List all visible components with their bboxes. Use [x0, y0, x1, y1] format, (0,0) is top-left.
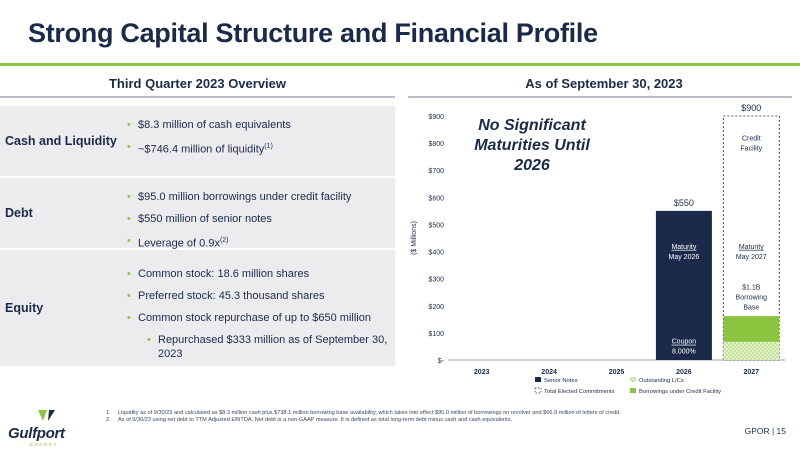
y-tick-label: $-	[437, 358, 444, 365]
overview-heading-rule	[0, 96, 395, 98]
bar-annotation: May 2026	[668, 253, 700, 261]
overview-bullet: • ~$746.4 million of liquidity$^{(1)}$	[127, 140, 389, 157]
overview-bullet: • Common stock repurchase of up to $650 million	[127, 311, 389, 325]
bar-annotation: Facility	[740, 145, 763, 153]
chart-heading-rule	[408, 96, 792, 98]
y-tick-label: $400	[428, 249, 444, 257]
y-tick-label: $500	[428, 222, 444, 230]
y-tick-label: $800	[428, 141, 444, 149]
bar-annotation: Credit	[741, 135, 761, 143]
bar-annotation: Borrowing	[735, 294, 768, 302]
y-tick-label: $100	[428, 330, 444, 338]
footnote: 2. As of 9/30/23 using net debt to TTM Adjusted EBITDA. Net debt is a non-GAAP measure. It is defined as total long-term debt minus cash and cash equivalents.	[106, 417, 513, 424]
y-tick-label: $900	[428, 114, 444, 121]
overview-bullet: • Common stock: 18.6 million shares	[127, 267, 389, 281]
x-tick-label: 2024	[541, 369, 557, 376]
y-tick-label: $300	[428, 276, 444, 284]
total-label: $550	[673, 197, 694, 208]
overview-row-label: Cash and Liquidity	[5, 134, 117, 148]
overview-bullet: • Leverage of $0.9x^{(2)}$	[127, 234, 389, 251]
footnotes	[106, 410, 666, 425]
overview-bullets	[119, 106, 395, 176]
logo-wordmark: Gulfport	[8, 425, 65, 442]
overview-bullet: • Repurchased $333 million as of September 30, 2023	[147, 333, 389, 361]
x-tick-label: 2025	[608, 369, 625, 376]
overview-bullet: • $8.3 million of cash equivalents	[127, 118, 389, 132]
title-divider	[0, 63, 800, 66]
bar-annotation: $1.1B	[742, 284, 761, 292]
gulfport-logo	[8, 409, 78, 445]
total-label: $900	[741, 103, 762, 113]
overview-bullet: • $550 million of senior notes	[127, 212, 389, 226]
overview-row	[0, 178, 395, 250]
legend-label: Total Elected Commitments	[544, 389, 615, 395]
chart-heading: As of September 30, 2023	[525, 76, 683, 91]
y-axis-label: ($ Millions)	[411, 221, 418, 255]
legend-swatch	[630, 388, 636, 393]
chart-callout: No Significant Maturities Until 2026	[474, 117, 590, 174]
overview-row-label: Debt	[5, 206, 33, 220]
legend-label: Borrowings under Credit Facility	[639, 389, 722, 395]
bar-annotation: Base	[743, 304, 760, 312]
bar-annotation: Maturity	[738, 243, 764, 251]
overview-row	[0, 106, 395, 178]
y-tick-label: $700	[428, 168, 444, 176]
legend-swatch	[630, 377, 636, 382]
page-title: Strong Capital Structure and Financial Profile	[28, 18, 598, 48]
y-tick-label: $600	[428, 195, 444, 203]
overview-row-label: Equity	[5, 301, 44, 315]
x-tick-label: 2023	[473, 369, 490, 376]
legend-label: Outstanding L/Cs	[639, 378, 684, 384]
bar-annotation: Coupon	[671, 338, 697, 346]
overview-table	[0, 106, 395, 368]
overview-bullet: • Preferred stock: 45.3 thousand shares	[127, 289, 389, 303]
x-tick-label: 2026	[676, 369, 692, 376]
legend-label: Senior Notes	[544, 378, 578, 384]
legend-swatch	[535, 377, 541, 382]
legend-swatch	[535, 388, 541, 393]
bar-annotation: May 2027	[735, 253, 767, 261]
y-tick-label: $200	[428, 303, 444, 311]
overview-row	[0, 250, 395, 368]
overview-bullets	[119, 178, 395, 248]
bar-annotation: Maturity	[671, 243, 697, 251]
page-number: GPOR | 15	[744, 426, 786, 436]
bar-annotation: 8.000%	[672, 348, 696, 356]
x-tick-label: 2027	[743, 369, 760, 376]
footnote: 1. Liquidity as of 9/30/23 and calculated as $8.3 million cash plus $738.1 million borrowing base availability, which takes into effect $95.0 million of borrowings on revolver and $66.9 million of letters of credit.	[106, 410, 621, 416]
overview-bullets	[119, 250, 395, 366]
overview-heading: Third Quarter 2023 Overview	[108, 76, 287, 91]
credit-borrowings-bar	[723, 316, 779, 342]
letters-of-credit-bar	[723, 342, 779, 360]
logo-subtext: ENERGY	[30, 442, 59, 447]
overview-bullet: • $95.0 million borrowings under credit facility	[127, 190, 389, 204]
senior-notes-bar	[656, 211, 712, 360]
footer	[0, 402, 800, 450]
